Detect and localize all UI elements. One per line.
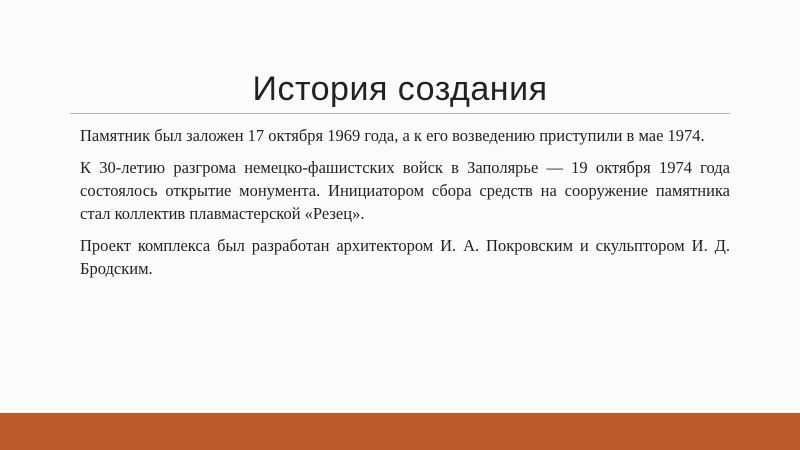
paragraph-1: Памятник был заложен 17 октября 1969 года, а к его возведению приступили в мае 1974. xyxy=(80,126,705,145)
title-divider xyxy=(70,113,730,114)
slide-title: История создания xyxy=(252,70,548,108)
footer-accent-bar xyxy=(0,413,800,450)
paragraph-3: Проект комплекса был разработан архитектором И. А. Покровским и скульптором И. Д. Бродским. xyxy=(80,236,730,278)
paragraph-2: К 30-летию разгрома немецко-фашистских войск в Заполярье — 19 октября 1974 года состоялось открытие монумента. Инициатором сбора средств на сооружение памятника стал коллектив плавмастерской «Резец». xyxy=(80,158,730,223)
slide-body xyxy=(80,124,730,289)
